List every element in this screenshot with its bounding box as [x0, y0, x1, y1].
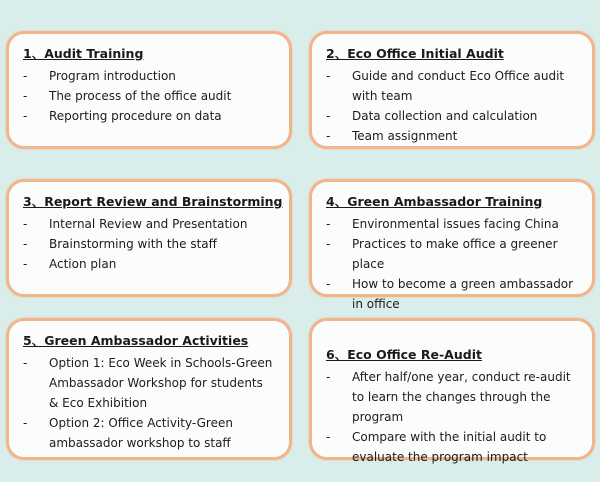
list-item: - Environmental issues facing China [326, 217, 559, 231]
card-ambassador-activities [6, 318, 292, 460]
card-audit-training [6, 31, 292, 149]
card-initial-audit [309, 31, 595, 149]
item-list [326, 367, 578, 467]
item-list [23, 66, 275, 126]
card-title: 6、Eco Office Re-Audit [326, 347, 482, 362]
item-list [23, 353, 275, 453]
list-item: - Option 2: Office Activity-Green ambassador workshop to staff [23, 416, 233, 450]
list-item: - Guide and conduct Eco Office audit with team [326, 69, 565, 103]
list-item: - Action plan [23, 257, 117, 271]
card-title: 5、Green Ambassador Activities [23, 333, 249, 348]
list-item: - The process of the office audit [23, 89, 232, 103]
list-item: - Compare with the initial audit to evaluate the program impact [326, 430, 547, 464]
item-list [326, 214, 578, 314]
list-item: - Team assignment [326, 129, 458, 143]
card-ambassador-training [309, 179, 595, 311]
list-item: - Data collection and calculation [326, 109, 538, 123]
list-item: - How to become a green ambassador in office [326, 277, 574, 311]
list-item: - Program introduction [23, 69, 176, 83]
card-title: 3、Report Review and Brainstorming [23, 194, 283, 209]
item-list [326, 66, 578, 146]
card-report-review [6, 179, 292, 297]
list-item: - Reporting procedure on data [23, 109, 222, 123]
list-item: - Internal Review and Presentation [23, 217, 248, 231]
card-title: 2、Eco Office Initial Audit [326, 46, 504, 61]
list-item: - Option 1: Eco Week in Schools-Green Ambassador Workshop for students & Eco Exhibition [23, 356, 273, 410]
item-list [23, 214, 275, 274]
list-item: - Practices to make office a greener place [326, 237, 558, 271]
list-item: - Brainstorming with the staff [23, 237, 217, 251]
card-title: 1、Audit Training [23, 46, 144, 61]
list-item: - After half/one year, conduct re-audit to learn the changes through the program [326, 370, 571, 424]
card-title: 4、Green Ambassador Training [326, 194, 543, 209]
card-re-audit [309, 318, 595, 464]
